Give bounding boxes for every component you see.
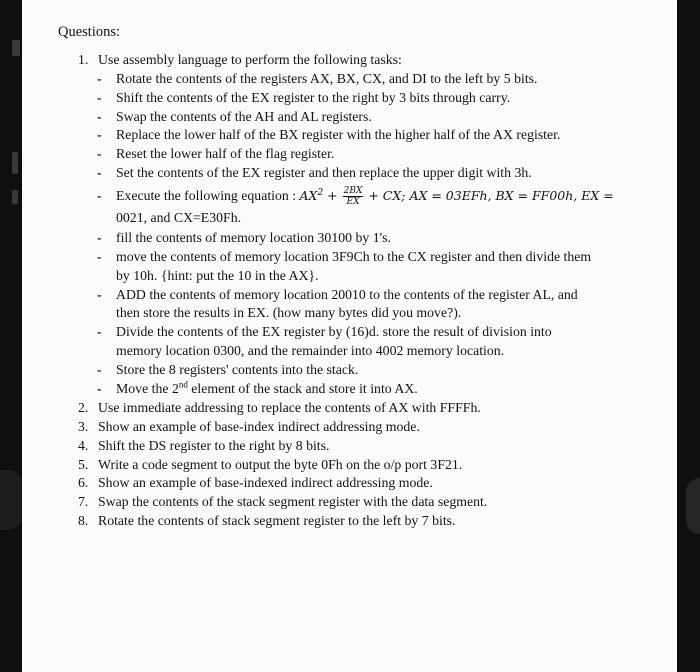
question-number: 2. <box>78 400 89 415</box>
question-number: 4. <box>78 438 89 453</box>
task-stack-post: element of the stack and store it into AX. <box>187 381 418 396</box>
task-item-continuation: then store the results in EX. (how many bytes did you move?). <box>116 305 462 320</box>
task-stack-pre: Move the 2 <box>116 381 179 396</box>
equation-rest: + CX; AX = 03EFh, BX = FF00h, EX = <box>364 188 614 203</box>
equation-continuation: 0021, and CX=E30Fh. <box>116 210 242 225</box>
edge-mark <box>12 152 18 174</box>
question-text: Show an example of base-index indirect addressing mode. <box>98 419 420 434</box>
task-item: move the contents of memory location 3F9Ch to the CX register and then divide them <box>116 249 592 264</box>
task-item: fill the contents of memory location 30100 by 1's. <box>116 230 391 245</box>
equation-ax <box>300 188 342 203</box>
bullet-dash: - <box>97 287 102 302</box>
question-text: Use immediate addressing to replace the contents of AX with FFFFh. <box>98 400 481 415</box>
bullet-dash: - <box>97 381 102 396</box>
task-item: Rotate the contents of the registers AX, BX, CX, and DI to the left by 5 bits. <box>116 71 538 86</box>
task-item: ADD the contents of memory location 20010 to the contents of the register AL, and <box>116 287 578 302</box>
bullet-dash: - <box>97 146 102 161</box>
fraction-numerator: 2BX <box>343 186 363 197</box>
question-number: 3. <box>78 419 89 434</box>
equation-ax-base: AX <box>299 188 318 203</box>
question-number: 8. <box>78 513 89 528</box>
question-text: Swap the contents of the stack segment register with the data segment. <box>98 494 488 509</box>
edge-shadow-left <box>0 470 22 530</box>
task-item: Reset the lower half of the flag register. <box>116 146 335 161</box>
edge-mark <box>12 40 20 56</box>
task-item: Swap the contents of the AH and AL registers. <box>116 109 372 124</box>
task-item-continuation: memory location 0300, and the remainder into 4002 memory location. <box>116 343 505 358</box>
bullet-dash: - <box>97 188 102 203</box>
ordinal-suffix: nd <box>178 379 188 390</box>
task-item <box>116 380 418 398</box>
question-text: Show an example of base-indexed indirect addressing mode. <box>98 475 433 490</box>
equation-prefix: Execute the following equation : <box>116 188 300 203</box>
question-text: Rotate the contents of stack segment register to the left by 7 bits. <box>98 513 456 528</box>
task-item-continuation: by 10h. {hint: put the 10 in the AX}. <box>116 268 319 283</box>
bullet-dash: - <box>97 249 102 264</box>
question-number: 6. <box>78 475 89 490</box>
task-item: Shift the contents of the EX register to the right by 3 bits through carry. <box>116 90 511 105</box>
task-item: Replace the lower half of the BX register with the higher half of the AX register. <box>116 127 561 142</box>
edge-shadow-right <box>686 478 700 534</box>
task-item: Divide the contents of the EX register by (16)d. store the result of division into <box>116 324 552 339</box>
question-text: Shift the DS register to the right by 8 bits. <box>98 438 330 453</box>
question-text: Write a code segment to output the byte 0Fh on the o/p port 3F21. <box>98 457 463 472</box>
bullet-dash: - <box>97 127 102 142</box>
page-heading: Questions: <box>58 24 121 40</box>
question-number: 7. <box>78 494 89 509</box>
equation-plus: + <box>323 188 342 203</box>
bullet-dash: - <box>97 362 102 377</box>
bullet-dash: - <box>97 71 102 86</box>
document-page <box>22 0 677 672</box>
bullet-dash: - <box>97 230 102 245</box>
bullet-dash: - <box>97 165 102 180</box>
task-item: Store the 8 registers' contents into the stack. <box>116 362 359 377</box>
bullet-dash: - <box>97 109 102 124</box>
equation-fraction <box>343 186 364 207</box>
question-text: Use assembly language to perform the following tasks: <box>98 52 402 67</box>
bullet-dash: - <box>97 90 102 105</box>
fraction-denominator: EX <box>346 197 360 208</box>
edge-mark <box>12 190 18 204</box>
equation-exponent: 2 <box>317 187 324 198</box>
equation-task <box>116 184 614 208</box>
question-number: 5. <box>78 457 89 472</box>
question-number: 1. <box>78 52 89 67</box>
task-item: Set the contents of the EX register and then replace the upper digit with 3h. <box>116 165 532 180</box>
bullet-dash: - <box>97 324 102 339</box>
